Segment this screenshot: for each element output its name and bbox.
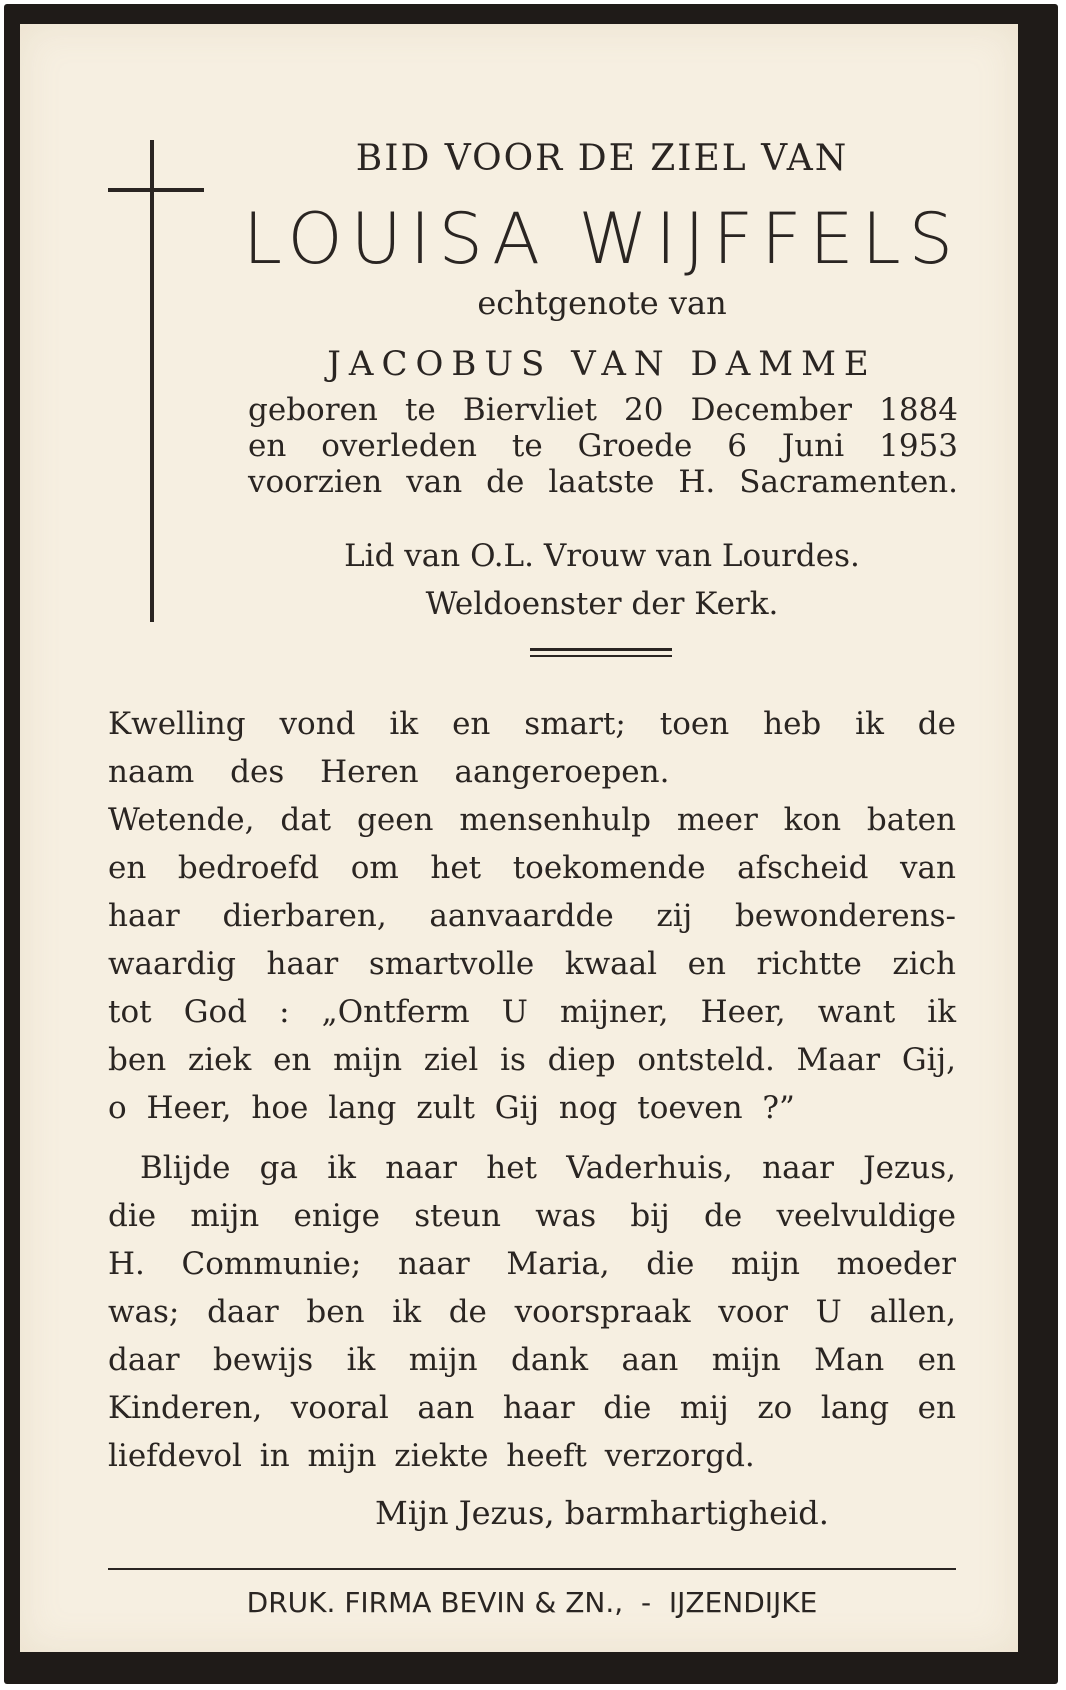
verse-line: ben ziek en mijn ziel is diep ontsteld. Maar Gij,	[108, 1042, 956, 1078]
closing-motto: Mijn Jezus, barmhartigheid.	[375, 1494, 829, 1532]
verse-line: naam des Heren aangeroepen.	[108, 754, 670, 790]
verse-line: daar bewijs ik mijn dank aan mijn Man en	[108, 1342, 956, 1378]
double-rule-divider	[530, 648, 672, 651]
verse-line: Kinderen, vooral aan haar die mij zo lang en	[108, 1390, 956, 1426]
spouse-label: echtgenote van	[477, 284, 727, 322]
membership-line: Lid van O.L. Vrouw van Lourdes.	[344, 538, 860, 574]
bio-line: en overleden te Groede 6 Juni 1953	[248, 428, 958, 464]
double-rule-divider-lower	[530, 655, 672, 657]
deceased-name: LOUISA WIJFFELS	[242, 198, 962, 280]
verse-line: o Heer, hoe lang zult Gij nog toeven ?”	[108, 1090, 795, 1126]
verse-line: haar dierbaren, aanvaardde zij bewonderens-	[108, 898, 956, 934]
bio-line: voorzien van de laatste H. Sacramenten.	[248, 464, 958, 500]
verse-line: Wetende, dat geen mensenhulp meer kon baten	[108, 802, 956, 838]
bio-line: geboren te Biervliet 20 December 1884	[248, 392, 958, 428]
verse-line: Blijde ga ik naar het Vaderhuis, naar Jezus,	[140, 1150, 956, 1186]
cross-icon-bar	[108, 188, 204, 192]
printer-credit: DRUK. FIRMA BEVIN & ZN., - IJZENDIJKE	[246, 1586, 818, 1619]
footer-rule	[108, 1568, 956, 1570]
verse-line: H. Communie; naar Maria, die mijn moeder	[108, 1246, 956, 1282]
verse-line: liefdevol in mijn ziekte heeft verzorgd.	[108, 1438, 755, 1474]
cross-icon	[150, 140, 154, 622]
verse-line: en bedroefd om het toekomende afscheid van	[108, 850, 956, 886]
verse-line: tot God : „Ontferm U mijner, Heer, want ik	[108, 994, 956, 1030]
prayer-heading: BID VOOR DE ZIEL VAN	[355, 138, 849, 179]
benefactor-line: Weldoenster der Kerk.	[425, 586, 779, 622]
verse-line: was; daar ben ik de voorspraak voor U allen,	[108, 1294, 956, 1330]
verse-line: die mijn enige steun was bij de veelvuldige	[108, 1198, 956, 1234]
verse-line: waardig haar smartvolle kwaal en richtte zich	[108, 946, 956, 982]
spouse-name: JACOBUS VAN DAMME	[327, 344, 877, 384]
verse-line: Kwelling vond ik en smart; toen heb ik de	[108, 706, 956, 742]
